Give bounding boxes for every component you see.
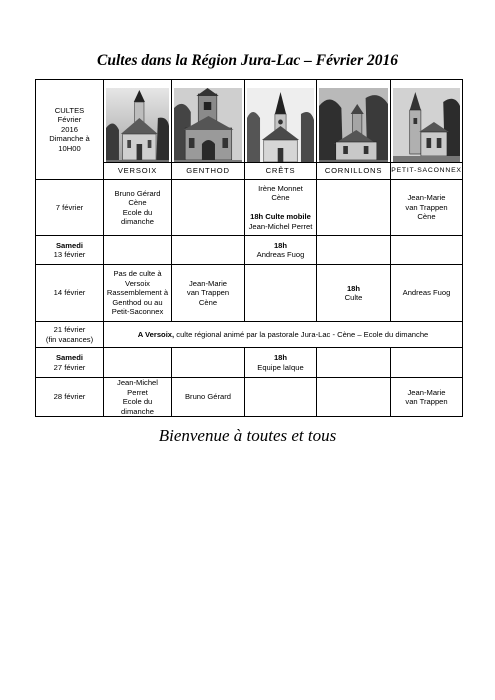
cell-cornillons — [317, 348, 391, 378]
schedule-table — [35, 79, 463, 417]
cell-cornillons — [317, 180, 391, 236]
cell-line: Jean-Michel — [117, 378, 158, 387]
cell-petit-saconnex — [391, 378, 463, 417]
cell-line-bold: 18h — [273, 353, 288, 362]
cell-line: Jean-Marie — [189, 278, 227, 288]
date-day: Samedi — [55, 240, 83, 250]
church-photo-versoix — [106, 88, 169, 171]
date-cell — [36, 348, 104, 378]
church-photo-crets — [247, 88, 314, 171]
corner-line: 10H00 — [58, 143, 81, 153]
cell-versoix — [104, 236, 172, 265]
date-text: 7 février — [55, 202, 84, 212]
table-row — [36, 236, 463, 265]
cell-crets — [245, 378, 317, 417]
welcome-message: Bienvenue à toutes et tous — [158, 426, 337, 445]
cell-cornillons — [317, 378, 391, 417]
church-header-cornillons — [317, 80, 391, 180]
cell-line: Bruno Gérard — [184, 392, 231, 402]
table-row — [36, 378, 463, 417]
regional-service-cell — [104, 322, 463, 348]
cell-genthod — [172, 236, 245, 265]
cell-line: Petit-Saconnex — [111, 307, 164, 317]
corner-line: 2016 — [61, 124, 78, 134]
cell-crets — [245, 348, 317, 378]
cell-cornillons — [317, 265, 391, 322]
cell-petit-saconnex — [391, 236, 463, 265]
cell-line: van Trappen — [405, 397, 448, 406]
date-text: 14 février — [53, 288, 86, 298]
church-label: CORNILLONS — [317, 162, 390, 179]
church-header-crets — [245, 80, 317, 180]
cell-line: Cène — [198, 297, 218, 307]
cell-line: Versoix — [125, 278, 150, 288]
corner-line: CULTES — [54, 105, 85, 115]
cell-versoix — [104, 378, 172, 417]
date-text: 21 février — [53, 325, 86, 334]
cell-genthod — [172, 265, 245, 322]
table-row — [36, 348, 463, 378]
cell-line: Cène — [128, 198, 147, 207]
date-cell — [36, 265, 104, 322]
cell-line: Pas de culte à — [113, 269, 162, 279]
cell-line: Ecole du dimanche — [121, 207, 154, 226]
cell-line: Andreas Fuog — [256, 250, 305, 259]
cell-genthod — [172, 348, 245, 378]
header-corner — [36, 80, 104, 180]
church-photo-genthod — [174, 88, 242, 171]
cell-cornillons — [317, 236, 391, 265]
cell-genthod — [172, 378, 245, 417]
cell-line: Rassemblement à — [106, 288, 169, 298]
regional-service-place: A Versoix, — [137, 329, 175, 339]
church-label — [391, 162, 462, 179]
church-header-genthod — [172, 80, 245, 180]
cell-crets — [245, 236, 317, 265]
date-cell — [36, 236, 104, 265]
corner-line: Février — [57, 115, 82, 125]
date-day: Samedi — [55, 353, 83, 362]
date-note: (fin vacances) — [45, 334, 94, 344]
table-row — [36, 180, 463, 236]
date-text: 27 février — [53, 362, 86, 372]
table-row — [36, 265, 463, 322]
cell-line: Cène — [417, 212, 436, 222]
church-label-text: PETIT-SACONNEX — [391, 167, 462, 175]
church-label: VERSOIX — [104, 162, 171, 179]
date-cell — [36, 180, 104, 236]
cell-line: Perret — [127, 387, 148, 397]
cell-line: Jean-Marie — [407, 193, 446, 203]
date-text: 13 février — [53, 250, 86, 259]
cell-line-bold: 18h — [346, 283, 361, 293]
header-row — [36, 80, 463, 180]
cell-petit-saconnex — [391, 180, 463, 236]
cell-line: van Trappen — [186, 288, 230, 298]
cell-crets — [245, 265, 317, 322]
cell-line: Andreas Fuog — [402, 288, 451, 298]
cell-line: Genthod ou au — [112, 297, 163, 307]
church-label: GENTHOD — [172, 162, 244, 179]
cell-line: Culte — [344, 293, 363, 302]
cell-genthod — [172, 180, 245, 236]
cell-petit-saconnex — [391, 348, 463, 378]
cell-versoix — [104, 265, 172, 322]
cell-line: Bruno Gérard — [114, 188, 161, 198]
corner-line: Dimanche à — [49, 134, 90, 144]
church-photo-cornillons — [319, 88, 388, 171]
cell-line: van Trappen — [405, 202, 448, 212]
date-text: 28 février — [53, 392, 86, 402]
date-cell — [36, 378, 104, 417]
church-label: CRÊTS — [245, 162, 316, 179]
cell-line: Cène — [271, 193, 290, 203]
church-header-petit-saconnex — [391, 80, 463, 180]
date-cell — [36, 322, 104, 348]
regional-service-text: culte régional animé par la pastorale Jura-Lac - Cène – Ecole du dimanche — [174, 329, 429, 339]
cell-line: Irène Monnet — [258, 183, 303, 193]
cell-line: Ecole du dimanche — [121, 397, 154, 416]
cell-line: Jean-Marie — [407, 387, 446, 397]
cell-line: Jean-Michel Perret — [248, 221, 313, 231]
cell-crets — [245, 180, 317, 236]
cell-line: Equipe laïque — [257, 362, 304, 372]
church-photo-petit-saconnex — [393, 88, 460, 171]
table-row — [36, 322, 463, 348]
church-header-versoix — [104, 80, 172, 180]
cell-line-bold: 18h — [273, 240, 288, 250]
cell-petit-saconnex — [391, 265, 463, 322]
page-title: Cultes dans la Région Jura-Lac – Février 2016 — [97, 52, 398, 69]
cell-versoix — [104, 180, 172, 236]
cell-versoix — [104, 348, 172, 378]
cell-line-bold: 18h Culte mobile — [250, 212, 311, 222]
